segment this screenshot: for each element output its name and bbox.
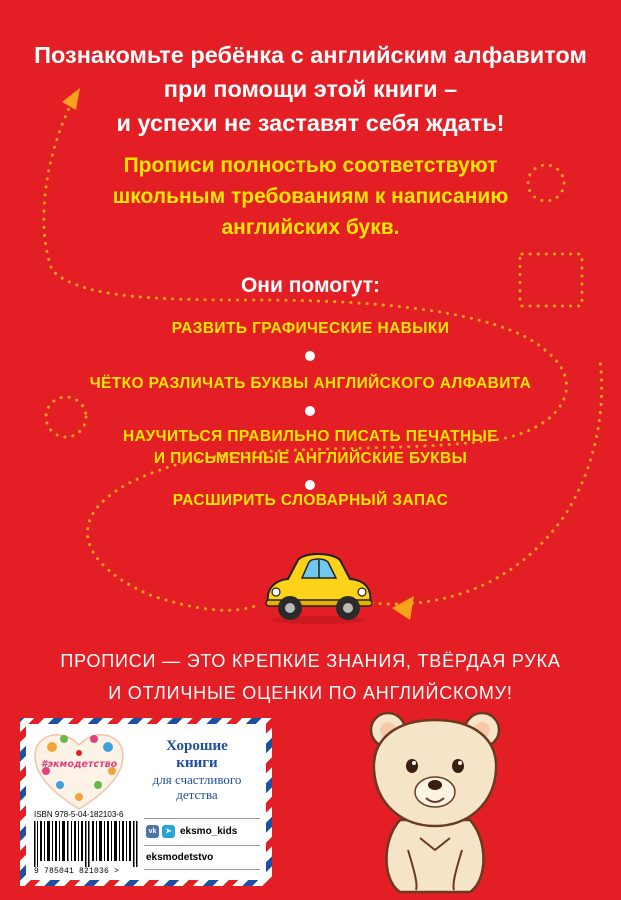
card-divider	[144, 869, 260, 870]
arrow-left-icon	[392, 596, 414, 620]
isbn-text: ISBN 978-5-04-182103-6	[34, 810, 124, 819]
heart-logo	[30, 727, 128, 813]
telegram-icon[interactable]: ➤	[162, 825, 175, 838]
card-content	[26, 724, 266, 880]
intro-line: при помощи этой книги –	[163, 76, 458, 102]
barcode-number: 9 785041 821036 >	[34, 867, 120, 876]
barcode-icon	[34, 821, 140, 867]
benefit-item	[0, 426, 621, 470]
requirements-text	[0, 150, 621, 243]
bear-illustration	[360, 700, 510, 896]
slogan-line: И ОТЛИЧНЫЕ ОЦЕНКИ ПО АНГЛИЙСКОМУ!	[108, 683, 513, 703]
publisher-slogan-line: детства	[176, 787, 218, 802]
card-divider	[144, 845, 260, 846]
publisher-slogan-line: для счастливого	[152, 772, 242, 787]
benefit-line: И ПИСЬМЕННЫЕ АНГЛИЙСКИЕ БУКВЫ	[153, 450, 468, 467]
website-link[interactable]: eksmodetstvo	[146, 852, 214, 863]
benefit-line: ЧЁТКО РАЗЛИЧАТЬ БУКВЫ АНГЛИЙСКОГО АЛФАВИТА	[89, 375, 532, 392]
social-links[interactable]	[146, 822, 237, 840]
heart-hashtag: #экмодетство	[40, 759, 118, 770]
requirements-line: Прописи полностью соответствуют	[123, 154, 498, 177]
bullet-dot-icon	[305, 351, 315, 361]
benefit-item	[0, 373, 621, 395]
car-illustration	[262, 548, 374, 626]
publisher-slogan	[130, 738, 264, 802]
intro-text	[0, 38, 621, 140]
requirements-line: школьным требованиям к написанию	[112, 185, 509, 208]
slogan-line: ПРОПИСИ — ЭТО КРЕПКИЕ ЗНАНИЯ, ТВЁРДАЯ РУКА	[60, 651, 561, 671]
benefit-line: РАЗВИТЬ ГРАФИЧЕСКИЕ НАВЫКИ	[171, 320, 450, 337]
card-divider	[144, 818, 260, 819]
slogan-text	[0, 645, 621, 709]
social-handle[interactable]: eksmo_kids	[180, 825, 238, 837]
heart-icon	[30, 727, 128, 813]
helpers-title: Они помогут:	[240, 274, 381, 297]
benefit-line: РАСШИРИТЬ СЛОВАРНЫЙ ЗАПАС	[172, 492, 449, 509]
intro-line: Познакомьте ребёнка с английским алфавитом	[34, 42, 587, 68]
publisher-slogan-line: Хорошие	[166, 738, 228, 754]
vk-icon[interactable]: vk	[146, 825, 159, 838]
bullet-dot-icon	[305, 406, 315, 416]
benefit-item	[0, 490, 621, 512]
benefit-item	[0, 318, 621, 340]
requirements-line: английских букв.	[221, 216, 400, 239]
bullet-dot-icon	[305, 480, 315, 490]
publisher-slogan-line: книги	[176, 755, 218, 771]
intro-line: и успехи не заставят себя ждать!	[116, 110, 505, 136]
benefit-line: НАУЧИТЬСЯ ПРАВИЛЬНО ПИСАТЬ ПЕЧАТНЫЕ	[123, 428, 498, 445]
publisher-envelope-card	[20, 718, 272, 886]
